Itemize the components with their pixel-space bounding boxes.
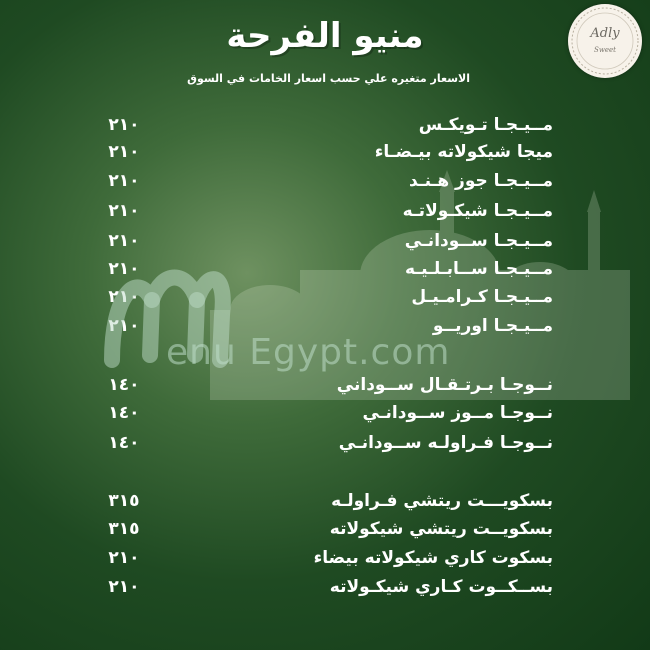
item-name: مــيـجـا ســابـلـيـه: [405, 259, 553, 279]
item-price: ٢١٠: [108, 142, 140, 162]
item-price: ٢١٠: [108, 115, 140, 135]
item-name: بسكوت كاري شيكولاته بيضاء: [313, 548, 553, 568]
item-name: بســكــوت كـاري شيكـولاته: [329, 577, 553, 597]
price-note: الاسعار متغيره علي حسب اسعار الخامات في السوق: [187, 72, 470, 85]
item-price: ٢١٠: [108, 577, 140, 597]
item-price: ٣١٥: [108, 491, 140, 511]
item-name: مــيـجـا ســودانـي: [404, 231, 553, 251]
item-name: بسكويـــت ريتشي فـراولـه: [331, 491, 553, 511]
item-name: نــوجـا مــوز ســودانـي: [362, 403, 553, 423]
item-price: ٢١٠: [108, 259, 140, 279]
item-name: مــيـجـا تـويكـس: [418, 115, 553, 135]
item-name: مــيـجـا شيكـولاتـه: [402, 201, 553, 221]
item-name: مــيـجـا اوريــو: [432, 316, 553, 336]
item-name: نــوجـا بـرتـقـال ســوداني: [336, 375, 553, 395]
logo-name: Adly: [590, 26, 620, 41]
logo-wreath-icon: [568, 4, 642, 78]
item-price: ٢١٠: [108, 171, 140, 191]
item-price: ٢١٠: [108, 201, 140, 221]
item-price: ٢١٠: [108, 231, 140, 251]
item-name: مــيـجـا جوز هـنـد: [408, 171, 553, 191]
item-price: ١٤٠: [108, 375, 140, 395]
menu-title: منيو الفرحة: [226, 16, 424, 56]
item-name: مــيـجـا كـرامـيـل: [411, 287, 553, 307]
item-price: ٢١٠: [108, 287, 140, 307]
item-price: ٢١٠: [108, 548, 140, 568]
item-price: ١٤٠: [108, 433, 140, 453]
item-price: ١٤٠: [108, 403, 140, 423]
item-name: بسكويــت ريتشي شيكولاته: [329, 519, 553, 539]
item-name: نــوجـا فـراولـه ســودانـي: [338, 433, 553, 453]
item-price: ٣١٥: [108, 519, 140, 539]
item-price: ٢١٠: [108, 316, 140, 336]
item-name: ميجا شيكولاته بيـضـاء: [374, 142, 553, 162]
brand-logo: [568, 4, 642, 78]
logo-tagline: Sweet: [594, 46, 616, 54]
watermark-text: enu Egypt.com: [166, 332, 451, 373]
